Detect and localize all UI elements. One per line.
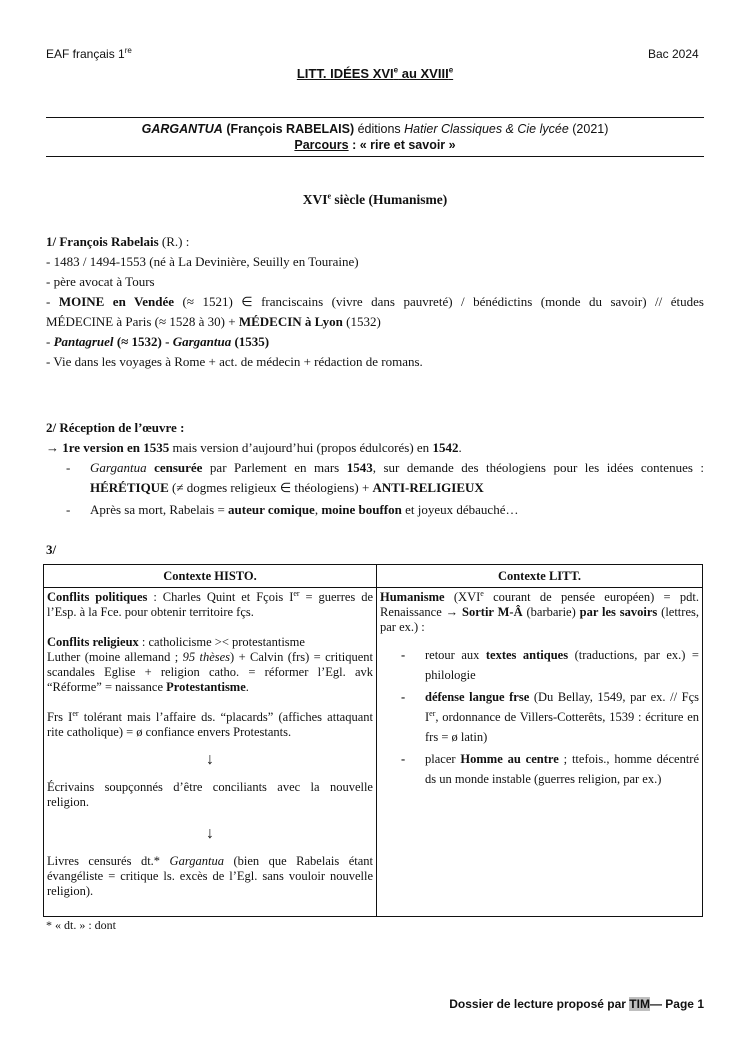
section-3-title: 3/ [46,542,57,557]
exam-label: Bac 2024 [648,47,699,61]
histo-writers: Écrivains soupçonnés d’être conciliants avec la nouvelle religion. [47,780,373,809]
parcours-line: Parcours : « rire et savoir » [294,138,456,152]
section-1 [46,232,704,372]
s1-line: - père avocat à Tours [46,274,155,289]
s1-line: - Vie dans les voyages à Rome + act. de médecin + rédaction de romans. [46,354,423,369]
litt-humanisme: Humanisme (XVIe courant de pensée européen) = pdt. Renaissance → Sortir M-Â (barbarie) par les savoirs (lettres, par ex.) : [380,588,699,634]
section-2 [46,418,704,520]
footnote: * « dt. » : dont [46,918,117,932]
col-header-histo: Contexte HISTO. [44,565,377,588]
page-footer: Dossier de lecture proposé par TIM— Page 1 [449,997,704,1011]
s1-line: - 1483 / 1494-1553 (né à La Devinière, Seuilly en Touraine) [46,254,359,269]
page-title: LITT. IDÉES XVIe au XVIIIe [296,65,454,81]
course-label: EAF français 1re [46,46,132,61]
author-tag: TIM [629,997,650,1011]
bottom-rule [46,156,704,157]
s1-line: - Pantagruel (≈ 1532) - Gargantua (1535) [46,334,270,349]
section-1-title: 1/ François Rabelais (R.) : [46,234,190,249]
col-header-litt: Contexte LITT. [377,565,703,588]
s1-line: - MOINE en Vendée (≈ 1521) ∈ franciscains (vivre dans pauvreté) / bénédictins (monde du savoir) // études [46,294,704,309]
section-heading: XVIe siècle (Humanisme) [302,191,448,207]
s1-line: MÉDECINE à Paris (≈ 1528 à 30) + MÉDECIN à Lyon (1532) [46,314,381,329]
arrow-down-icon: ↓ [206,825,214,842]
litt-list [380,645,699,789]
s2-bullet: - Après sa mort, Rabelais = auteur comique, moine bouffon et joyeux débauché… [66,502,519,517]
s2-line: → 1re version en 1535 mais version d’aujourd’hui (propos édulcorés) en 1542. [46,440,462,455]
list-item: - retour aux textes antiques (traductions, par ex.) = philologie [425,645,699,685]
section-2-title: 2/ Réception de l’œuvre : [46,420,185,435]
arrow-down-icon: ↓ [206,751,214,768]
top-rule [46,117,704,118]
s2-bullet: - Gargantua censurée par Parlement en mars 1543, sur demande des théologiens pour les idées contenues : HÉRÉTIQUE (≠ dogmes religieux ∈ théologiens) + ANTI-RELIGIEUX [66,460,704,495]
histo-political: Conflits politiques : Charles Quint et Fçois Ier = guerres de l’Esp. à la Fce. pour obtenir territoire fçs. [47,588,374,619]
histo-placards: Frs Ier tolérant mais l’affaire ds. “placards” (affiches attaquant rite catholique) = ø confiance envers Protestants. [47,708,373,739]
book-title-line: GARGANTUA (François RABELAIS) éditions Hatier Classiques & Cie lycée (2021) [141,122,609,136]
context-table [43,564,703,917]
litt-cell [377,588,703,917]
list-item: - défense langue frse (Du Bellay, 1549, par ex. // Fçs Ier, ordonnance de Villers-Cotterêts, 1539 : écriture en frs = ø latin) [425,687,699,747]
histo-cell [44,588,377,917]
histo-religious: Conflits religieux : catholicisme >< protestantisme Luther (moine allemand ; 95 thèses) + Calvin (frs) = critiquent scandales Eglise + religion catho. = réformer l’Egl. avk “Réforme” = naissance Protestantisme. [47,635,373,694]
list-item: - placer Homme au centre ; ttefois., homme décentré ds un monde instable (guerres religion, par ex.) [425,749,699,789]
histo-censored: Livres censurés dt.* Gargantua (bien que Rabelais étant évangéliste = critique ls. excès de l’Egl. sans vouloir nouvelle religion). [47,854,373,898]
